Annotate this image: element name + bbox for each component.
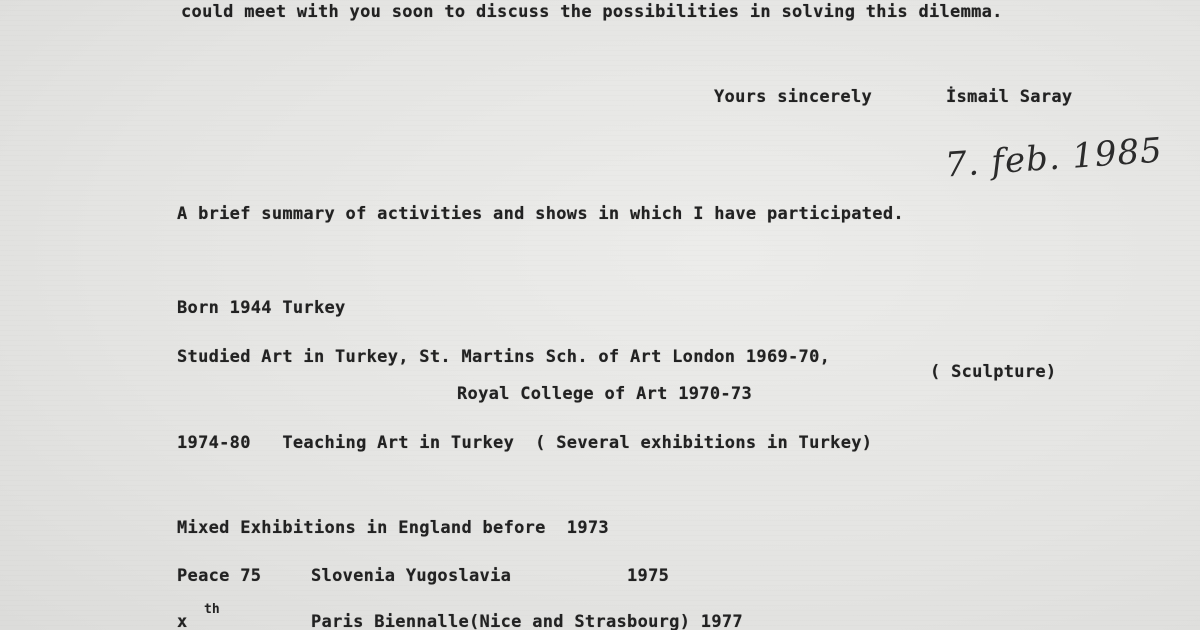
valediction: Yours sincerely	[714, 87, 873, 107]
summary-intro: A brief summary of activities and shows in which I have participated.	[177, 204, 904, 224]
royal-college-line: Royal College of Art 1970-73	[457, 384, 752, 404]
peace-label: Peace 75	[177, 566, 262, 586]
biennale-marker: x	[177, 612, 188, 630]
peace-place: Slovenia Yugoslavia	[311, 566, 512, 586]
teaching-line: 1974-80 Teaching Art in Turkey ( Several exhibitions in Turkey)	[177, 433, 873, 453]
studied-note: ( Sculpture)	[930, 362, 1057, 382]
signer-name: İsmail Saray	[946, 87, 1073, 107]
mixed-exhibitions-line: Mixed Exhibitions in England before 1973	[177, 518, 609, 538]
born-line: Born 1944 Turkey	[177, 298, 346, 318]
peace-year: 1975	[627, 566, 670, 586]
biennale-line: Paris Biennalle(Nice and Strasbourg) 1977	[311, 612, 743, 630]
biennale-superscript: th	[204, 602, 220, 617]
letter-closing-line: could meet with you soon to discuss the possibilities in solving this dilemma.	[181, 2, 1003, 22]
handwritten-date: 7. feb. 1985	[943, 130, 1164, 186]
studied-line: Studied Art in Turkey, St. Martins Sch. of Art London 1969-70,	[177, 347, 831, 367]
